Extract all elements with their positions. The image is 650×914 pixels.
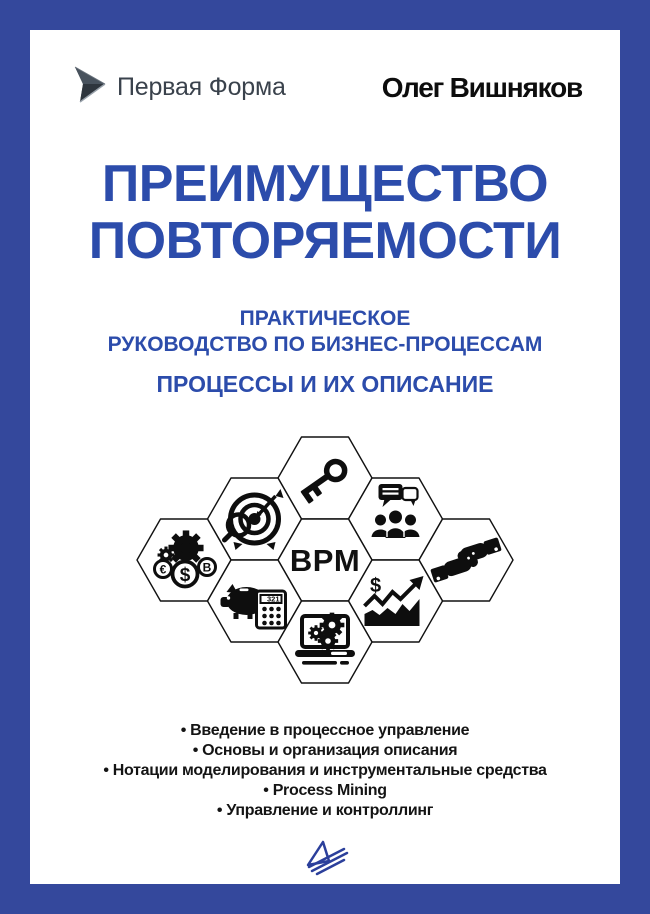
book-title bbox=[30, 156, 620, 270]
pervaya-forma-logo-icon bbox=[74, 64, 107, 104]
brand bbox=[74, 64, 286, 104]
laptop-gears-icon bbox=[295, 613, 355, 665]
brand-name: Первая Форма bbox=[117, 72, 286, 101]
subtitle-line3: ПРОЦЕССЫ И ИХ ОПИСАНИЕ bbox=[156, 371, 494, 397]
calculator-display: 321 bbox=[266, 594, 280, 604]
euro-coin-label: € bbox=[159, 562, 167, 577]
book-subtitle bbox=[30, 306, 620, 397]
subtitle-line1: ПРАКТИЧЕСКОЕ bbox=[239, 307, 411, 330]
bpm-hexagon-cluster bbox=[137, 437, 513, 683]
list-item: • Process Mining bbox=[30, 781, 620, 801]
list-item: • Нотации моделирования и инструментальные средства bbox=[30, 761, 620, 781]
dollar-coin-label: $ bbox=[179, 565, 191, 586]
topics-list bbox=[30, 721, 620, 821]
subtitle-line2: РУКОВОДСТВО ПО БИЗНЕС-ПРОЦЕССАМ bbox=[107, 333, 543, 356]
piter-publisher-logo-icon bbox=[300, 836, 350, 876]
list-item: • Основы и организация описания bbox=[30, 741, 620, 761]
book-title-line1: ПРЕИМУЩЕСТВО bbox=[101, 155, 549, 213]
cover-header bbox=[74, 64, 582, 104]
author-name: Олег Вишняков bbox=[381, 72, 582, 103]
book-title-line2: ПОВТОРЯЕМОСТИ bbox=[88, 212, 562, 270]
chart-dollar-label: $ bbox=[369, 575, 382, 597]
bpm-label: BPM bbox=[289, 543, 361, 578]
bitcoin-coin-label: B bbox=[202, 560, 212, 575]
cover-inner-panel bbox=[30, 30, 620, 884]
list-item: • Введение в процессное управление bbox=[30, 721, 620, 741]
list-item: • Управление и контроллинг bbox=[30, 801, 620, 821]
